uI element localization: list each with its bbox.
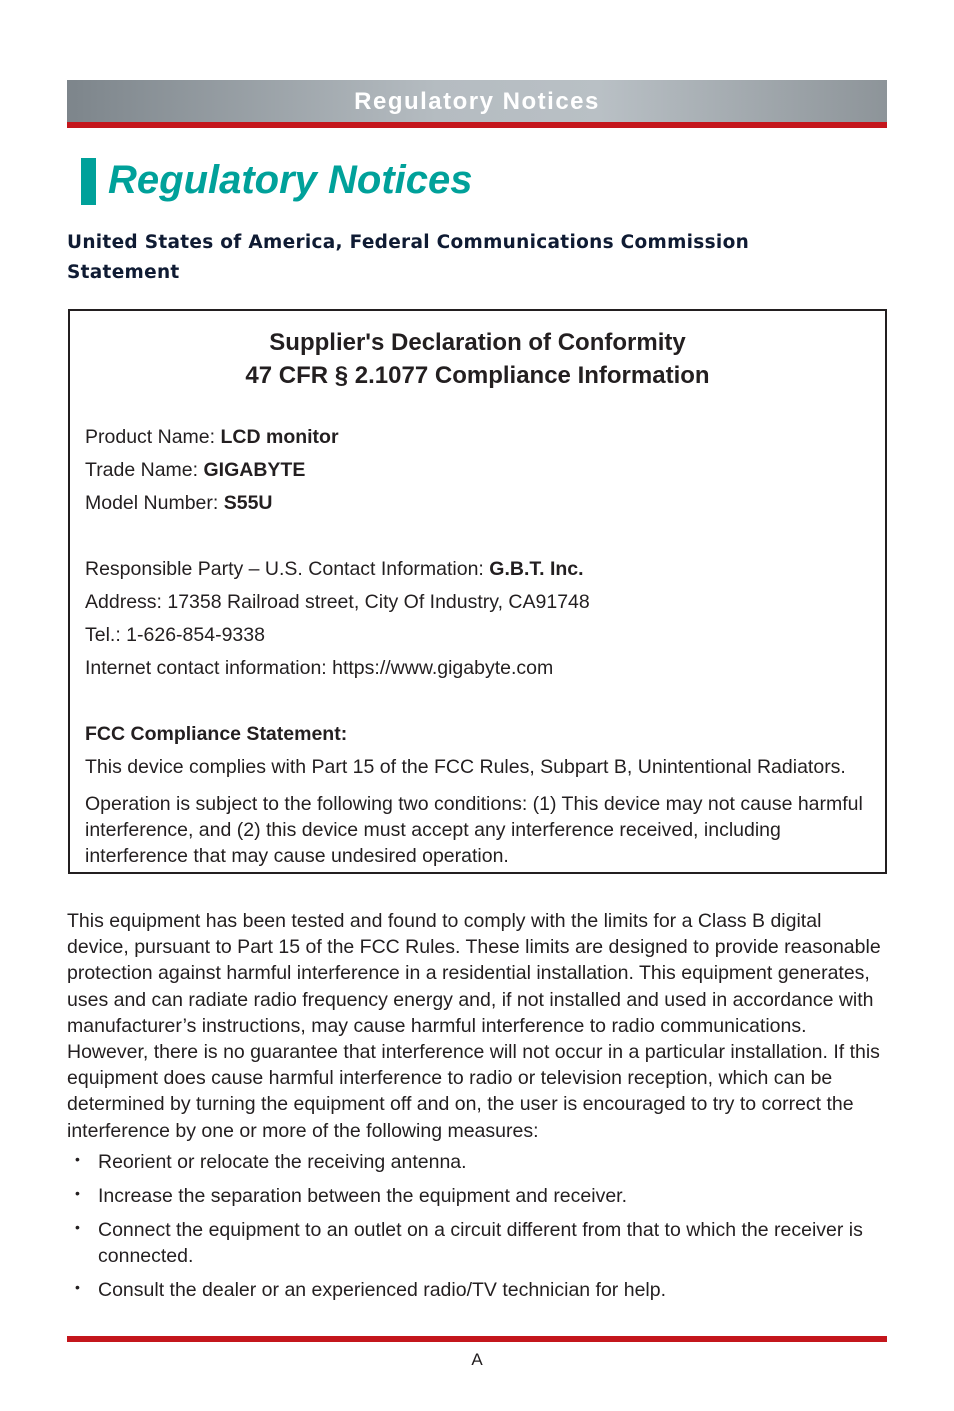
footer-divider: [67, 1336, 887, 1342]
trade-name-row: [85, 454, 885, 487]
responsible-party-label: Responsible Party – U.S. Contact Information:: [85, 558, 490, 580]
trade-name-value: GIGABYTE: [203, 459, 306, 481]
sdoc-title-line1: Supplier's Declaration of Conformity: [269, 329, 686, 356]
product-name-row: [85, 421, 885, 454]
list-item: • Connect the equipment to an outlet on a circuit different from that to which the receiver is connected.: [67, 1217, 887, 1269]
responsible-party-value: G.B.T. Inc.: [489, 558, 584, 580]
model-number-row: [85, 487, 885, 520]
bullet-icon: •: [75, 1185, 80, 1201]
list-item: • Consult the dealer or an experienced radio/TV technician for help.: [67, 1277, 887, 1303]
bullet-icon: •: [75, 1151, 80, 1167]
bullet-icon: •: [75, 1219, 80, 1235]
list-item: • Increase the separation between the equipment and receiver.: [67, 1183, 887, 1209]
class-b-statement: This equipment has been tested and found to comply with the limits for a Class B digital device, pursuant to Part 15 of the FCC Rules. These limits are designed to provide reasonable protection against harmful interference in a residential installation. This equipment generates, uses and can radiate radio frequency energy and, if not installed and used in accordance with manufacturer’s instructions, may cause harmful interference to radio communications. However, there is no guarantee that interference will not occur in a particular installation. If this equipment does cause harmful interference to radio or television reception, which can be determined by turning the equipment off and on, the user is encouraged to try to correct the interference by one or more of the following measures:: [67, 910, 881, 1142]
tel-row: Tel.: 1-626-854-9338: [85, 624, 265, 646]
sdoc-title: [70, 326, 885, 392]
operation-conditions-text: Operation is subject to the following two conditions: (1) This device may not cause harmful interference, and (2) this device must accept any interference received, including interference that may cause undesired operation.: [85, 793, 863, 867]
sdoc-title-line2: 47 CFR § 2.1077 Compliance Information: [245, 362, 710, 389]
fcc-statement: This device complies with Part 15 of the FCC Rules, Subpart B, Unintentional Radiators.: [85, 756, 846, 778]
page-title: Regulatory Notices: [108, 158, 473, 202]
internet-contact-row: Internet contact information: https://www.gigabyte.com: [85, 657, 554, 679]
fcc-compliance-heading: FCC Compliance Statement:: [85, 723, 348, 745]
model-number-value: S55U: [223, 492, 273, 514]
header-banner-text: Regulatory Notices: [354, 88, 600, 115]
sdoc-box: [68, 309, 887, 874]
model-number-label: Model Number:: [85, 492, 224, 514]
header-divider: [67, 122, 887, 128]
list-item: • Reorient or relocate the receiving antenna.: [67, 1149, 887, 1175]
header-banner: [67, 80, 887, 122]
responsible-party-row: [85, 553, 885, 586]
sdoc-body: [70, 421, 885, 869]
measures-list: [67, 1149, 887, 1311]
trade-name-label: Trade Name:: [85, 459, 204, 481]
product-name-value: LCD monitor: [220, 426, 339, 448]
page-number: A: [471, 1350, 483, 1369]
title-accent-bar: [81, 158, 96, 205]
address-row: Address: 17358 Railroad street, City Of Industry, CA91748: [85, 591, 590, 613]
section-heading: United States of America, Federal Communications Commission Statement: [67, 232, 750, 283]
product-name-label: Product Name:: [85, 426, 221, 448]
bullet-icon: •: [75, 1279, 80, 1295]
